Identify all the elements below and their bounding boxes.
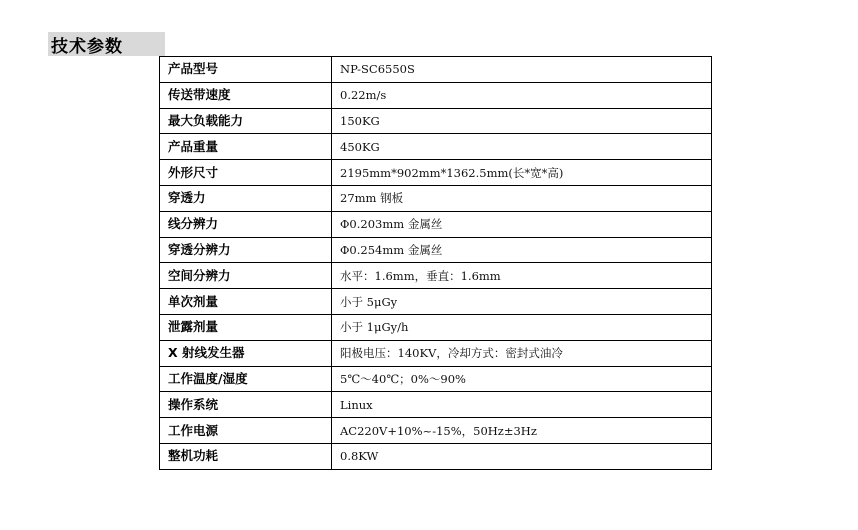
param-name: 穿透分辨力 bbox=[160, 237, 332, 263]
param-name: 操作系统 bbox=[160, 392, 332, 418]
table-row bbox=[160, 57, 712, 83]
param-value: 0.8KW bbox=[332, 443, 712, 469]
param-name: 整机功耗 bbox=[160, 443, 332, 469]
param-value: NP-SC6550S bbox=[332, 57, 712, 83]
param-name: X 射线发生器 bbox=[160, 340, 332, 366]
param-name: 工作电源 bbox=[160, 418, 332, 444]
param-value: 27mm 钢板 bbox=[332, 185, 712, 211]
param-value: 0.22m/s bbox=[332, 82, 712, 108]
param-name: 产品重量 bbox=[160, 134, 332, 160]
table-row bbox=[160, 108, 712, 134]
param-value: 小于 5μGy bbox=[332, 289, 712, 315]
table-row bbox=[160, 418, 712, 444]
section-heading bbox=[48, 32, 165, 56]
param-value: 150KG bbox=[332, 108, 712, 134]
table-row bbox=[160, 340, 712, 366]
table-row bbox=[160, 185, 712, 211]
spec-table bbox=[159, 56, 712, 470]
param-value: 5℃～40℃；0%～90% bbox=[332, 366, 712, 392]
param-name: 工作温度/湿度 bbox=[160, 366, 332, 392]
param-name: 传送带速度 bbox=[160, 82, 332, 108]
param-name: 外形尺寸 bbox=[160, 160, 332, 186]
table-row bbox=[160, 392, 712, 418]
param-name: 线分辨力 bbox=[160, 211, 332, 237]
table-row bbox=[160, 366, 712, 392]
param-name: 泄露剂量 bbox=[160, 314, 332, 340]
param-value: 小于 1μGy/h bbox=[332, 314, 712, 340]
param-name: 最大负载能力 bbox=[160, 108, 332, 134]
table-row bbox=[160, 160, 712, 186]
param-value: 2195mm*902mm*1362.5mm(长*宽*高) bbox=[332, 160, 712, 186]
param-value: Linux bbox=[332, 392, 712, 418]
param-name: 穿透力 bbox=[160, 185, 332, 211]
table-row bbox=[160, 211, 712, 237]
section-heading-text: 技术参数 bbox=[51, 36, 123, 57]
param-value: AC220V+10%~-15%，50Hz±3Hz bbox=[332, 418, 712, 444]
param-name: 单次剂量 bbox=[160, 289, 332, 315]
table-row bbox=[160, 289, 712, 315]
table-row bbox=[160, 263, 712, 289]
table-row bbox=[160, 82, 712, 108]
table-row bbox=[160, 134, 712, 160]
table-row bbox=[160, 314, 712, 340]
param-value: Φ0.203mm 金属丝 bbox=[332, 211, 712, 237]
param-value: 阳极电压：140KV，冷却方式：密封式油冷 bbox=[332, 340, 712, 366]
table-row bbox=[160, 443, 712, 469]
param-value: 水平：1.6mm，垂直：1.6mm bbox=[332, 263, 712, 289]
table-row bbox=[160, 237, 712, 263]
param-name: 空间分辨力 bbox=[160, 263, 332, 289]
param-value: 450KG bbox=[332, 134, 712, 160]
param-name: 产品型号 bbox=[160, 57, 332, 83]
param-value: Φ0.254mm 金属丝 bbox=[332, 237, 712, 263]
